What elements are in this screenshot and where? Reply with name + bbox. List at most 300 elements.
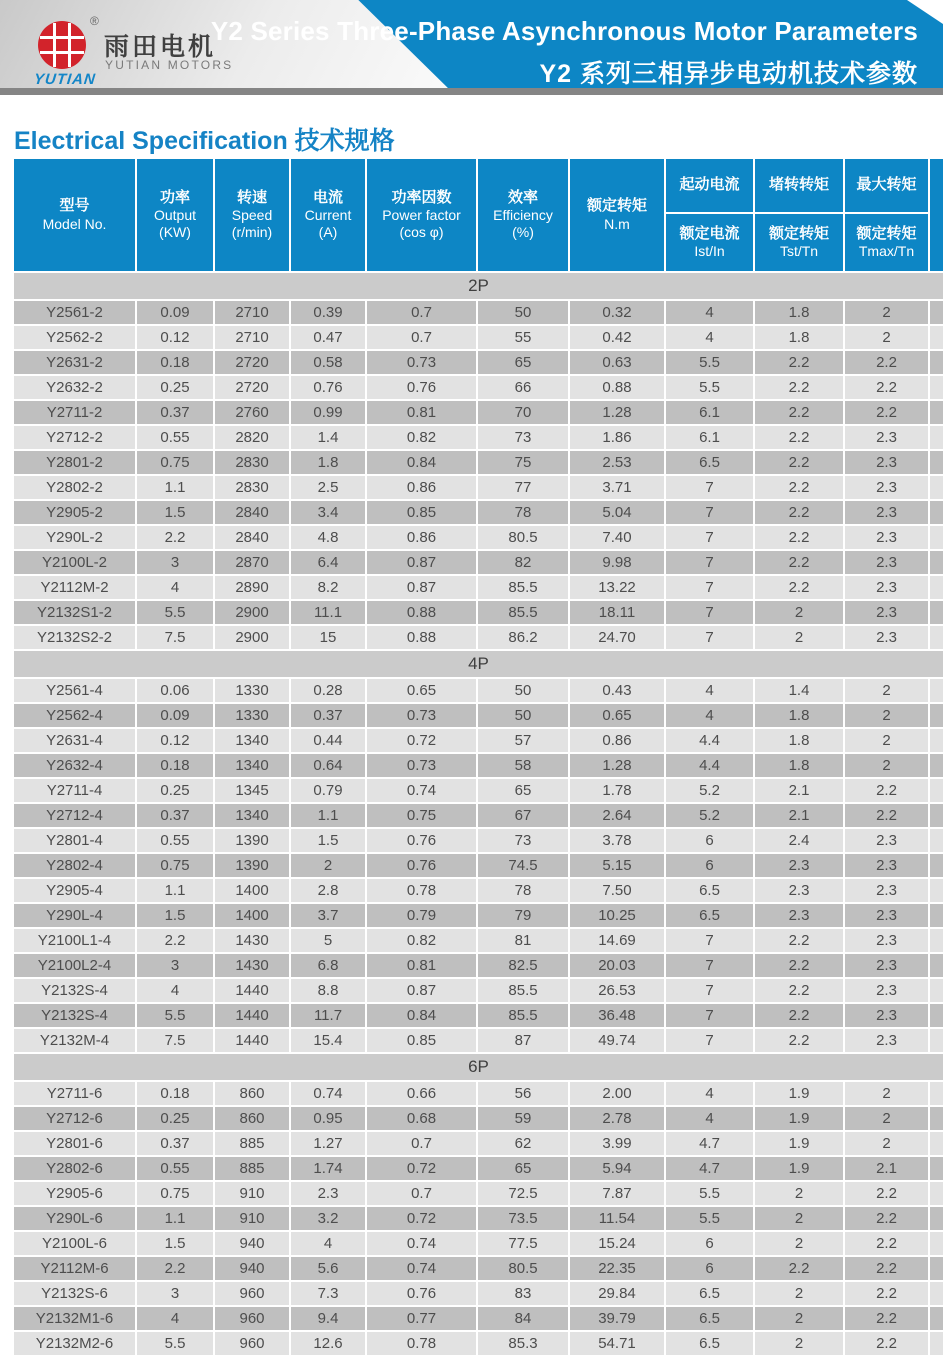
- table-row: [14, 426, 943, 449]
- table-cell: 9.98: [570, 551, 664, 574]
- table-cell: 2: [845, 679, 928, 702]
- table-cell: 0.55: [137, 426, 213, 449]
- table-cell: 0.81: [367, 401, 476, 424]
- table-row: [14, 551, 943, 574]
- table-cell: 2.2: [755, 1257, 843, 1280]
- table-cell: 87: [478, 1029, 568, 1052]
- table-cell: 3.71: [570, 476, 664, 499]
- table-cell: 940: [215, 1232, 289, 1255]
- table-cell: 6.5: [666, 1307, 753, 1330]
- table-cell: 26.53: [570, 979, 664, 1002]
- table-cell: 0.39: [291, 301, 365, 324]
- table-cell: 2.2: [755, 501, 843, 524]
- table-cell: 2: [845, 754, 928, 777]
- table-row: [14, 804, 943, 827]
- table-row: [14, 501, 943, 524]
- row-right-sliver: [930, 1307, 943, 1330]
- table-cell: 2.3: [845, 451, 928, 474]
- cell-model-no: Y2632-4: [14, 754, 135, 777]
- table-cell: 7.5: [137, 1029, 213, 1052]
- table-cell: 0.44: [291, 729, 365, 752]
- table-row: [14, 301, 943, 324]
- table-row: [14, 904, 943, 927]
- table-cell: 72.5: [478, 1182, 568, 1205]
- col-header-current: [291, 159, 365, 271]
- table-cell: 5.04: [570, 501, 664, 524]
- table-cell: 2.3: [845, 626, 928, 649]
- table-cell: 82: [478, 551, 568, 574]
- table-cell: 1.5: [137, 904, 213, 927]
- table-cell: 5.5: [137, 1332, 213, 1355]
- table-cell: 0.12: [137, 326, 213, 349]
- table-row: [14, 879, 943, 902]
- table-cell: 2.2: [845, 1207, 928, 1230]
- row-right-sliver: [930, 1004, 943, 1027]
- table-cell: 2.3: [845, 576, 928, 599]
- table-cell: 2.3: [845, 854, 928, 877]
- table-cell: 0.85: [367, 501, 476, 524]
- table-body: [14, 273, 943, 1355]
- table-cell: 2.3: [845, 551, 928, 574]
- row-right-sliver: [930, 1282, 943, 1305]
- table-cell: 0.64: [291, 754, 365, 777]
- table-row: [14, 1004, 943, 1027]
- table-cell: 86.2: [478, 626, 568, 649]
- col-header-efficiency: [478, 159, 568, 271]
- table-cell: 2: [845, 326, 928, 349]
- table-cell: 65: [478, 1157, 568, 1180]
- table-cell: 2.2: [845, 1232, 928, 1255]
- cell-model-no: Y2905-6: [14, 1182, 135, 1205]
- cell-model-no: Y2132S-6: [14, 1282, 135, 1305]
- table-cell: 2: [845, 704, 928, 727]
- cell-model-no: Y2802-6: [14, 1157, 135, 1180]
- table-cell: 960: [215, 1282, 289, 1305]
- table-cell: 2: [845, 1082, 928, 1105]
- table-cell: 0.78: [367, 1332, 476, 1355]
- table-cell: 1.5: [291, 829, 365, 852]
- registered-trademark-icon: ®: [90, 14, 99, 28]
- table-cell: 66: [478, 376, 568, 399]
- col-header-output-unit: (KW): [159, 224, 191, 241]
- table-cell: 5.6: [291, 1257, 365, 1280]
- table-cell: 0.65: [570, 704, 664, 727]
- max-torque-label: 最大转矩: [856, 176, 917, 194]
- table-cell: 85.5: [478, 1004, 568, 1027]
- cell-model-no: Y290L-2: [14, 526, 135, 549]
- col-header-speed-en: Speed: [231, 207, 273, 224]
- table-cell: 0.72: [367, 729, 476, 752]
- row-right-sliver: [930, 626, 943, 649]
- table-cell: 0.82: [367, 426, 476, 449]
- table-cell: 0.32: [570, 301, 664, 324]
- table-cell: 5.5: [137, 601, 213, 624]
- table-cell: 2: [755, 601, 843, 624]
- table-cell: 7: [666, 929, 753, 952]
- row-right-sliver: [930, 551, 943, 574]
- row-right-sliver: [930, 451, 943, 474]
- table-cell: 14.69: [570, 929, 664, 952]
- table-cell: 80.5: [478, 526, 568, 549]
- table-cell: 4: [666, 326, 753, 349]
- table-cell: 1345: [215, 779, 289, 802]
- table-cell: 0.7: [367, 301, 476, 324]
- row-right-sliver: [930, 1182, 943, 1205]
- table-cell: 2.2: [845, 1257, 928, 1280]
- table-cell: 2890: [215, 576, 289, 599]
- table-row: [14, 954, 943, 977]
- col-header-current-unit: (A): [318, 224, 338, 241]
- col-header-power-factor: [367, 159, 476, 271]
- table-cell: 1400: [215, 904, 289, 927]
- col-header-max-torque-top: [845, 159, 928, 212]
- table-cell: 0.37: [137, 1132, 213, 1155]
- table-cell: 0.86: [367, 476, 476, 499]
- table-cell: 0.76: [367, 376, 476, 399]
- table-cell: 2.3: [845, 879, 928, 902]
- table-cell: 7: [666, 1029, 753, 1052]
- table-row: [14, 401, 943, 424]
- row-right-sliver: [930, 779, 943, 802]
- table-cell: 7: [666, 601, 753, 624]
- table-cell: 3.2: [291, 1207, 365, 1230]
- row-right-sliver: [930, 401, 943, 424]
- table-cell: 4.4: [666, 729, 753, 752]
- table-row: [14, 1232, 943, 1255]
- col-header-power-factor-unit: (cos φ): [399, 224, 444, 241]
- col-header-current-en: Current: [304, 207, 352, 224]
- table-cell: 77: [478, 476, 568, 499]
- table-cell: 6.1: [666, 401, 753, 424]
- table-cell: 2: [291, 854, 365, 877]
- table-row: [14, 929, 943, 952]
- table-cell: 8.8: [291, 979, 365, 1002]
- table-cell: 4: [291, 1232, 365, 1255]
- col-header-rated-torque-cn: 额定转矩: [586, 197, 647, 215]
- table-cell: 1.86: [570, 426, 664, 449]
- table-cell: 910: [215, 1207, 289, 1230]
- col-header-starting-current-bottom: [666, 214, 753, 271]
- cell-model-no: Y2632-2: [14, 376, 135, 399]
- table-cell: 1.5: [137, 1232, 213, 1255]
- table-cell: 2.3: [845, 904, 928, 927]
- table-cell: 1.74: [291, 1157, 365, 1180]
- table-cell: 0.7: [367, 326, 476, 349]
- table-cell: 2720: [215, 376, 289, 399]
- table-cell: 0.88: [367, 601, 476, 624]
- table-cell: 0.82: [367, 929, 476, 952]
- table-cell: 1.27: [291, 1132, 365, 1155]
- table-row: [14, 326, 943, 349]
- col-header-efficiency-cn: 效率: [507, 188, 538, 206]
- table-cell: 1390: [215, 854, 289, 877]
- spec-table-header: [14, 159, 943, 271]
- table-cell: 2.3: [845, 954, 928, 977]
- table-cell: 0.68: [367, 1107, 476, 1130]
- table-cell: 2.3: [845, 526, 928, 549]
- table-cell: 2: [755, 1282, 843, 1305]
- row-right-sliver: [930, 1082, 943, 1105]
- table-cell: 0.7: [367, 1182, 476, 1205]
- table-cell: 1.8: [755, 301, 843, 324]
- row-right-sliver: [930, 804, 943, 827]
- table-cell: 0.63: [570, 351, 664, 374]
- table-cell: 1440: [215, 1004, 289, 1027]
- table-cell: 4.4: [666, 754, 753, 777]
- table-cell: 70: [478, 401, 568, 424]
- table-cell: 50: [478, 301, 568, 324]
- table-cell: 2.2: [755, 451, 843, 474]
- table-cell: 1.9: [755, 1082, 843, 1105]
- col-header-model-en: Model No.: [42, 215, 107, 232]
- table-cell: 7.50: [570, 879, 664, 902]
- table-cell: 2: [755, 1207, 843, 1230]
- cell-model-no: Y2100L1-4: [14, 929, 135, 952]
- table-cell: 0.37: [291, 704, 365, 727]
- table-cell: 4: [666, 301, 753, 324]
- table-cell: 0.73: [367, 704, 476, 727]
- cell-model-no: Y2712-2: [14, 426, 135, 449]
- table-cell: 885: [215, 1157, 289, 1180]
- top-banner: [0, 0, 943, 95]
- table-cell: 6.5: [666, 879, 753, 902]
- table-cell: 50: [478, 704, 568, 727]
- table-cell: 2820: [215, 426, 289, 449]
- table-cell: 2.2: [845, 401, 928, 424]
- table-cell: 2.2: [755, 476, 843, 499]
- table-cell: 960: [215, 1332, 289, 1355]
- table-cell: 54.71: [570, 1332, 664, 1355]
- table-cell: 0.55: [137, 1157, 213, 1180]
- table-cell: 5.15: [570, 854, 664, 877]
- page-title: [211, 16, 918, 90]
- table-cell: 6.1: [666, 426, 753, 449]
- table-cell: 15.24: [570, 1232, 664, 1255]
- table-row: [14, 476, 943, 499]
- row-right-sliver: [930, 426, 943, 449]
- row-right-sliver: [930, 1132, 943, 1155]
- col-header-output-cn: 功率: [159, 188, 190, 206]
- table-cell: 4.7: [666, 1132, 753, 1155]
- table-cell: 2.3: [845, 476, 928, 499]
- cell-model-no: Y2132S1-2: [14, 601, 135, 624]
- table-row: [14, 1257, 943, 1280]
- table-cell: 1330: [215, 704, 289, 727]
- table-row: [14, 1307, 943, 1330]
- table-row: [14, 626, 943, 649]
- table-cell: 10.25: [570, 904, 664, 927]
- logo-chinese-name: 雨田电机: [104, 33, 217, 61]
- section-heading-cn: 技术规格: [294, 127, 395, 155]
- table-cell: 0.74: [367, 1257, 476, 1280]
- table-cell: 1440: [215, 1029, 289, 1052]
- table-cell: 65: [478, 779, 568, 802]
- table-cell: 0.76: [367, 1282, 476, 1305]
- table-cell: 73: [478, 829, 568, 852]
- table-cell: 3.7: [291, 904, 365, 927]
- table-cell: 7.40: [570, 526, 664, 549]
- col-header-model: [14, 159, 135, 271]
- table-cell: 4: [666, 704, 753, 727]
- table-cell: 0.75: [137, 854, 213, 877]
- ist-in-cn: 额定电流: [679, 224, 740, 242]
- table-cell: 940: [215, 1257, 289, 1280]
- table-row: [14, 376, 943, 399]
- starting-current-label: 起动电流: [679, 176, 740, 194]
- table-cell: 2.2: [755, 576, 843, 599]
- table-cell: 0.76: [291, 376, 365, 399]
- table-cell: 1.8: [755, 729, 843, 752]
- table-cell: 85.5: [478, 601, 568, 624]
- cell-model-no: Y2801-2: [14, 451, 135, 474]
- table-cell: 6: [666, 829, 753, 852]
- table-cell: 1.4: [755, 679, 843, 702]
- table-row: [14, 829, 943, 852]
- table-cell: 0.28: [291, 679, 365, 702]
- table-cell: 1390: [215, 829, 289, 852]
- cell-model-no: Y2100L-6: [14, 1232, 135, 1255]
- tst-tn-ratio: Tst/Tn: [779, 243, 819, 260]
- table-cell: 58: [478, 754, 568, 777]
- table-cell: 2.2: [137, 929, 213, 952]
- table-cell: 1340: [215, 729, 289, 752]
- table-cell: 0.25: [137, 376, 213, 399]
- row-right-sliver: [930, 1232, 943, 1255]
- table-cell: 7: [666, 501, 753, 524]
- table-cell: 0.84: [367, 1004, 476, 1027]
- table-cell: 2710: [215, 301, 289, 324]
- table-cell: 0.65: [367, 679, 476, 702]
- table-cell: 12.6: [291, 1332, 365, 1355]
- table-row: [14, 1182, 943, 1205]
- table-cell: 0.88: [570, 376, 664, 399]
- table-cell: 78: [478, 501, 568, 524]
- table-cell: 7: [666, 954, 753, 977]
- table-cell: 2.2: [755, 376, 843, 399]
- row-right-sliver: [930, 1207, 943, 1230]
- table-cell: 39.79: [570, 1307, 664, 1330]
- row-right-sliver: [930, 1257, 943, 1280]
- table-cell: 0.87: [367, 979, 476, 1002]
- table-cell: 7.87: [570, 1182, 664, 1205]
- table-cell: 85.3: [478, 1332, 568, 1355]
- table-cell: 6.5: [666, 1282, 753, 1305]
- table-cell: 2: [755, 1307, 843, 1330]
- cell-model-no: Y2132M2-6: [14, 1332, 135, 1355]
- table-cell: 0.88: [367, 626, 476, 649]
- row-right-sliver: [930, 829, 943, 852]
- table-row: [14, 704, 943, 727]
- table-cell: 6: [666, 854, 753, 877]
- table-cell: 2.2: [845, 779, 928, 802]
- table-cell: 2.5: [291, 476, 365, 499]
- table-row: [14, 779, 943, 802]
- table-cell: 78: [478, 879, 568, 902]
- table-cell: 2830: [215, 451, 289, 474]
- table-cell: 0.72: [367, 1207, 476, 1230]
- table-cell: 2.2: [755, 526, 843, 549]
- table-cell: 1.8: [755, 754, 843, 777]
- table-cell: 2.3: [845, 501, 928, 524]
- table-cell: 4: [137, 1307, 213, 1330]
- table-cell: 6: [666, 1257, 753, 1280]
- table-row: [14, 451, 943, 474]
- col-header-speed-cn: 转速: [236, 188, 267, 206]
- table-cell: 2: [845, 729, 928, 752]
- table-cell: 910: [215, 1182, 289, 1205]
- cell-model-no: Y2562-4: [14, 704, 135, 727]
- table-cell: 3: [137, 1282, 213, 1305]
- cell-model-no: Y2132M1-6: [14, 1307, 135, 1330]
- table-cell: 2870: [215, 551, 289, 574]
- col-header-output-en: Output: [153, 207, 197, 224]
- table-cell: 2.2: [755, 1004, 843, 1027]
- table-cell: 5.5: [137, 1004, 213, 1027]
- table-cell: 1.28: [570, 401, 664, 424]
- table-row: [14, 576, 943, 599]
- cell-model-no: Y290L-4: [14, 904, 135, 927]
- cell-model-no: Y2711-6: [14, 1082, 135, 1105]
- table-cell: 0.73: [367, 754, 476, 777]
- table-cell: 2.8: [291, 879, 365, 902]
- table-cell: 0.79: [367, 904, 476, 927]
- table-cell: 2: [845, 301, 928, 324]
- cell-model-no: Y2562-2: [14, 326, 135, 349]
- table-cell: 2830: [215, 476, 289, 499]
- table-cell: 1.8: [755, 326, 843, 349]
- table-cell: 6.8: [291, 954, 365, 977]
- table-cell: 1.78: [570, 779, 664, 802]
- table-cell: 67: [478, 804, 568, 827]
- cell-model-no: Y2112M-2: [14, 576, 135, 599]
- table-cell: 2900: [215, 601, 289, 624]
- table-cell: 2.78: [570, 1107, 664, 1130]
- cell-model-no: Y2561-4: [14, 679, 135, 702]
- table-cell: 2.2: [137, 1257, 213, 1280]
- row-right-sliver: [930, 1157, 943, 1180]
- col-header-power-factor-cn: 功率因数: [391, 188, 452, 206]
- table-cell: 0.47: [291, 326, 365, 349]
- row-right-sliver: [930, 476, 943, 499]
- table-cell: 4.8: [291, 526, 365, 549]
- table-cell: 2.3: [845, 426, 928, 449]
- cell-model-no: Y2631-4: [14, 729, 135, 752]
- cell-model-no: Y2100L2-4: [14, 954, 135, 977]
- table-cell: 2.2: [755, 351, 843, 374]
- table-cell: 1.1: [137, 879, 213, 902]
- table-row: [14, 1029, 943, 1052]
- table-cell: 0.37: [137, 401, 213, 424]
- table-cell: 81: [478, 929, 568, 952]
- table-cell: 0.09: [137, 301, 213, 324]
- cell-model-no: Y2132M-4: [14, 1029, 135, 1052]
- table-cell: 2.2: [755, 979, 843, 1002]
- col-header-locked-torque-bottom: [755, 214, 843, 271]
- table-row: [14, 1332, 943, 1355]
- table-cell: 2: [845, 1132, 928, 1155]
- col-header-power-factor-en: Power factor: [382, 207, 461, 224]
- table-cell: 5.5: [666, 1207, 753, 1230]
- table-cell: 2.2: [845, 804, 928, 827]
- table-cell: 2720: [215, 351, 289, 374]
- table-cell: 18.11: [570, 601, 664, 624]
- table-cell: 6.5: [666, 451, 753, 474]
- ist-in-ratio: Ist/In: [694, 243, 725, 260]
- table-cell: 2.2: [755, 929, 843, 952]
- table-cell: 0.18: [137, 754, 213, 777]
- table-cell: 77.5: [478, 1232, 568, 1255]
- table-cell: 4: [666, 1107, 753, 1130]
